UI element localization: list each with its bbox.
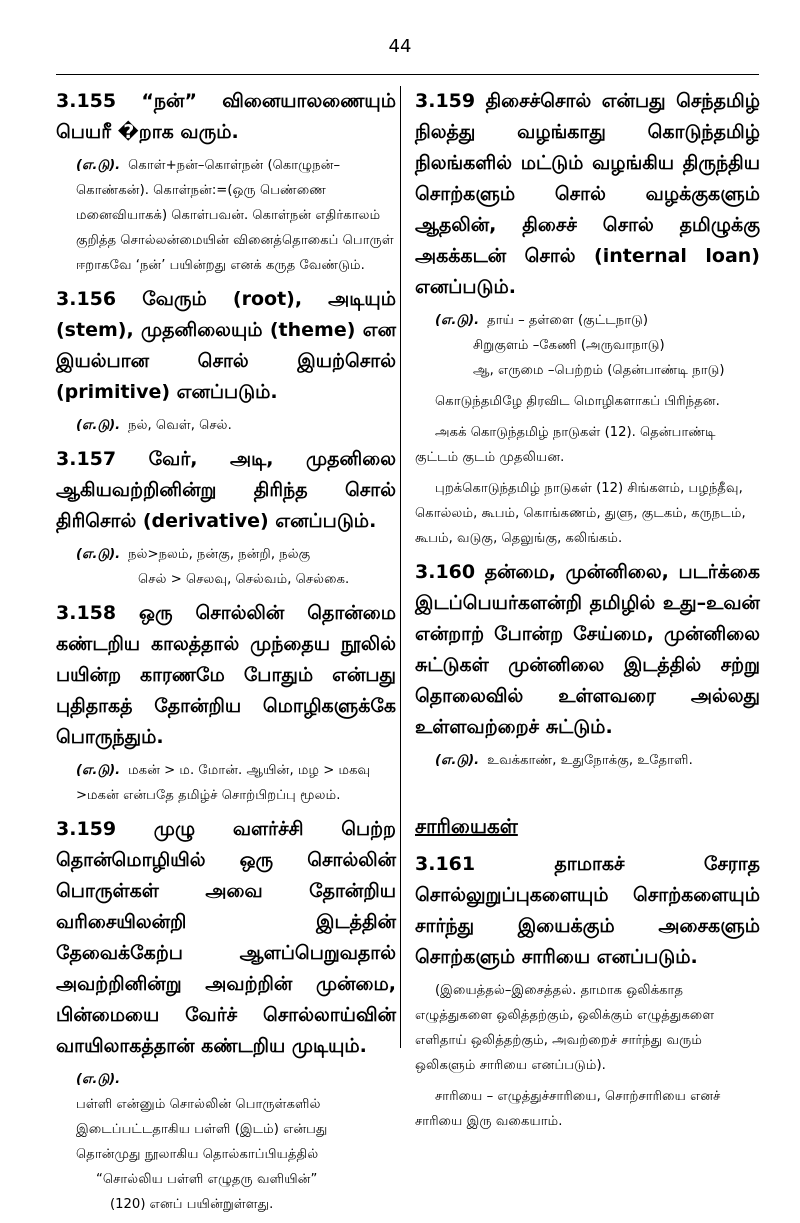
example-text: கொள்+நன்–கொள்நன் (கொழுநன்–கொண்கன்). கொள்நன்:=(ஒரு பெண்ணை மனைவியாகக்) கொள்பவன். கொள்நன் எதிர்காலம் குறித்த சொல்லன்மையின் வினைத்தொகைப் பொருள் ஈறாகவே ‘நன்’ பயின்றது எனக் கருத வேண்டும். [76,158,394,273]
section-title: சாரியைகள் [415,814,518,838]
example-line: பள்ளி என்னும் சொல்லின் பொருள்களில் [76,1097,321,1112]
rule-3-157-heading: 3.157 வேர், அடி, முதனிலை ஆகியவற்றினின்று திரிந்த சொல் திரிசொல் (derivative) எனப்படும். [56,448,396,532]
example-text: மகன் > ம. மோன். ஆயின், மழ > மகவு >மகன் என்பதே தமிழ்ச் சொற்பிறப்பு மூலம். [76,763,371,803]
example-line: செல் > செலவு, செல்வம், செல்கை. [138,572,350,587]
rule-3-155-example [56,153,396,278]
example-label: (எ.டு). [76,158,121,173]
column-divider [400,86,401,1048]
example-label: (எ.டு). [435,753,480,768]
rule-3-160-heading: 3.160 தன்மை, முன்னிலை, படர்க்கை இடப்பெயர்களன்றி தமிழில் உது–உவன் என்றாற் போன்ற சேய்மை, முன்னிலை சுட்டுகள் முன்னிலை இடத்தில் சற்று தொலைவில் உள்ளவரை அல்லது உள்ளவற்றைச் சுட்டும். [415,561,760,738]
example-line: “சொல்லிய பள்ளி எழுதரு வளியின்” [96,1172,318,1187]
example-label: (எ.டு). [76,418,121,433]
rule-3-155-heading: 3.155 “நன்” வினையாலணையும் பெயரீ �றாக வரும். [56,90,396,143]
right-column [415,86,760,1140]
example-line: இடைப்பட்டதாகிய பள்ளி (இடம்) என்பது [76,1122,328,1137]
top-rule [56,74,759,75]
example-label: (எ.டு). [76,547,121,562]
rule-3-161-heading: 3.161 தாமாகச் சேராத சொல்லுறுப்புகளையும் சொற்களையும் சார்ந்து இயைக்கும் அசைகளும் சொற்களும் சாரியை எனப்படும். [415,853,760,968]
rule-3-158-example [56,758,396,808]
rule-3-160-example [415,748,760,773]
paragraph: அகக் கொடுந்தமிழ் நாடுகள் (12). தென்பாண்டி குட்டம் குடம் முதலியன. [415,425,716,465]
example-label: (எ.டு). [76,763,121,778]
page-number: 44 [388,36,412,57]
example-text: நல், வெள், செல். [128,418,232,433]
rule-3-158-heading: 3.158 ஒரு சொல்லின் தொன்மை கண்டறிய காலத்தால் முந்தைய நூலில் பயின்ற காரணமே போதும் என்பது புதிதாகத் தோன்றிய மொழிகளுக்கே பொருந்தும். [56,602,396,748]
example-line: தொன்முது நூலாகிய தொல்காப்பியத்தில் [76,1147,319,1162]
rule-3-156-example [56,413,396,438]
paragraph: கொடுந்தமிழே திரவிட மொழிகளாகப் பிரிந்தன. [435,394,720,409]
example-line: தாய் – தள்ளை (குட்டநாடு) [487,313,649,328]
example-line: நல்>நலம், நன்கு, நன்றி, நல்கு [128,547,311,562]
example-label: (எ.டு). [76,1072,121,1087]
example-text: உவக்காண், உதுநோக்கு, உதோளி. [487,753,693,768]
example-line: சிறுகுளம் –கேணி (அருவாநாடு) [473,338,665,353]
paragraph: (இயைத்தல்–இசைத்தல். தாமாக ஒலிக்காத எழுத்துகளை ஒலித்தற்கும், ஒலிக்கும் எழுத்துகளை எளிதாய் ஒலித்தற்கும், அவற்றைச் சார்ந்து வரும் ஒலிகளும் சாரியை எனப்படும்). [415,983,715,1073]
rule-3-159b-heading: 3.159 திசைச்சொல் என்பது செந்தமிழ் நிலத்து வழங்காது கொடுந்தமிழ் நிலங்களில் மட்டும் வழங்கிய திருந்திய சொற்களும் சொல் வழக்குகளும் ஆதலின், திசைச் சொல் தமிழுக்கு அகக்கடன் சொல் (internal loan) எனப்படும். [415,90,760,298]
rule-3-159-heading: 3.159 முழு வளர்ச்சி பெற்ற தொன்மொழியில் ஒரு சொல்லின் பொருள்கள் அவை தோன்றிய வரிசையிலன்றி இடத்தின் தேவைக்கேற்ப ஆளப்பெறுவதால் அவற்றினின்று அவற்றின் முன்மை, பின்மையை வேர்ச் சொல்லாய்வின் வாயிலாகத்தான் கண்டறிய முடியும். [56,818,396,1057]
rule-3-157-example [56,542,396,592]
left-column [56,86,396,1223]
rule-3-159b-example [415,308,760,383]
rule-3-159-example [56,1067,396,1217]
example-line: ஆ, எருமை –பெற்றம் (தென்பாண்டி நாடு) [473,363,725,378]
paragraph: புறக்கொடுந்தமிழ் நாடுகள் (12) சிங்களம், பழந்தீவு, கொல்லம், கூபம், கொங்கணம், துளு, குடகம், கருநடம், கூபம், வடுகு, தெலுங்கு, கலிங்கம். [415,481,746,546]
paragraph: சாரியை – எழுத்துச்சாரியை, சொற்சாரியை எனச் சாரியை இரு வகையாம். [415,1089,721,1129]
example-line: (120) எனப் பயின்றுள்ளது. [110,1197,274,1212]
example-label: (எ.டு). [435,313,480,328]
rule-3-156-heading: 3.156 வேரும் (root), அடியும் (stem), முதனிலையும் (theme) என இயல்பான சொல் இயற்சொல் (primitive) எனப்படும். [56,288,396,403]
